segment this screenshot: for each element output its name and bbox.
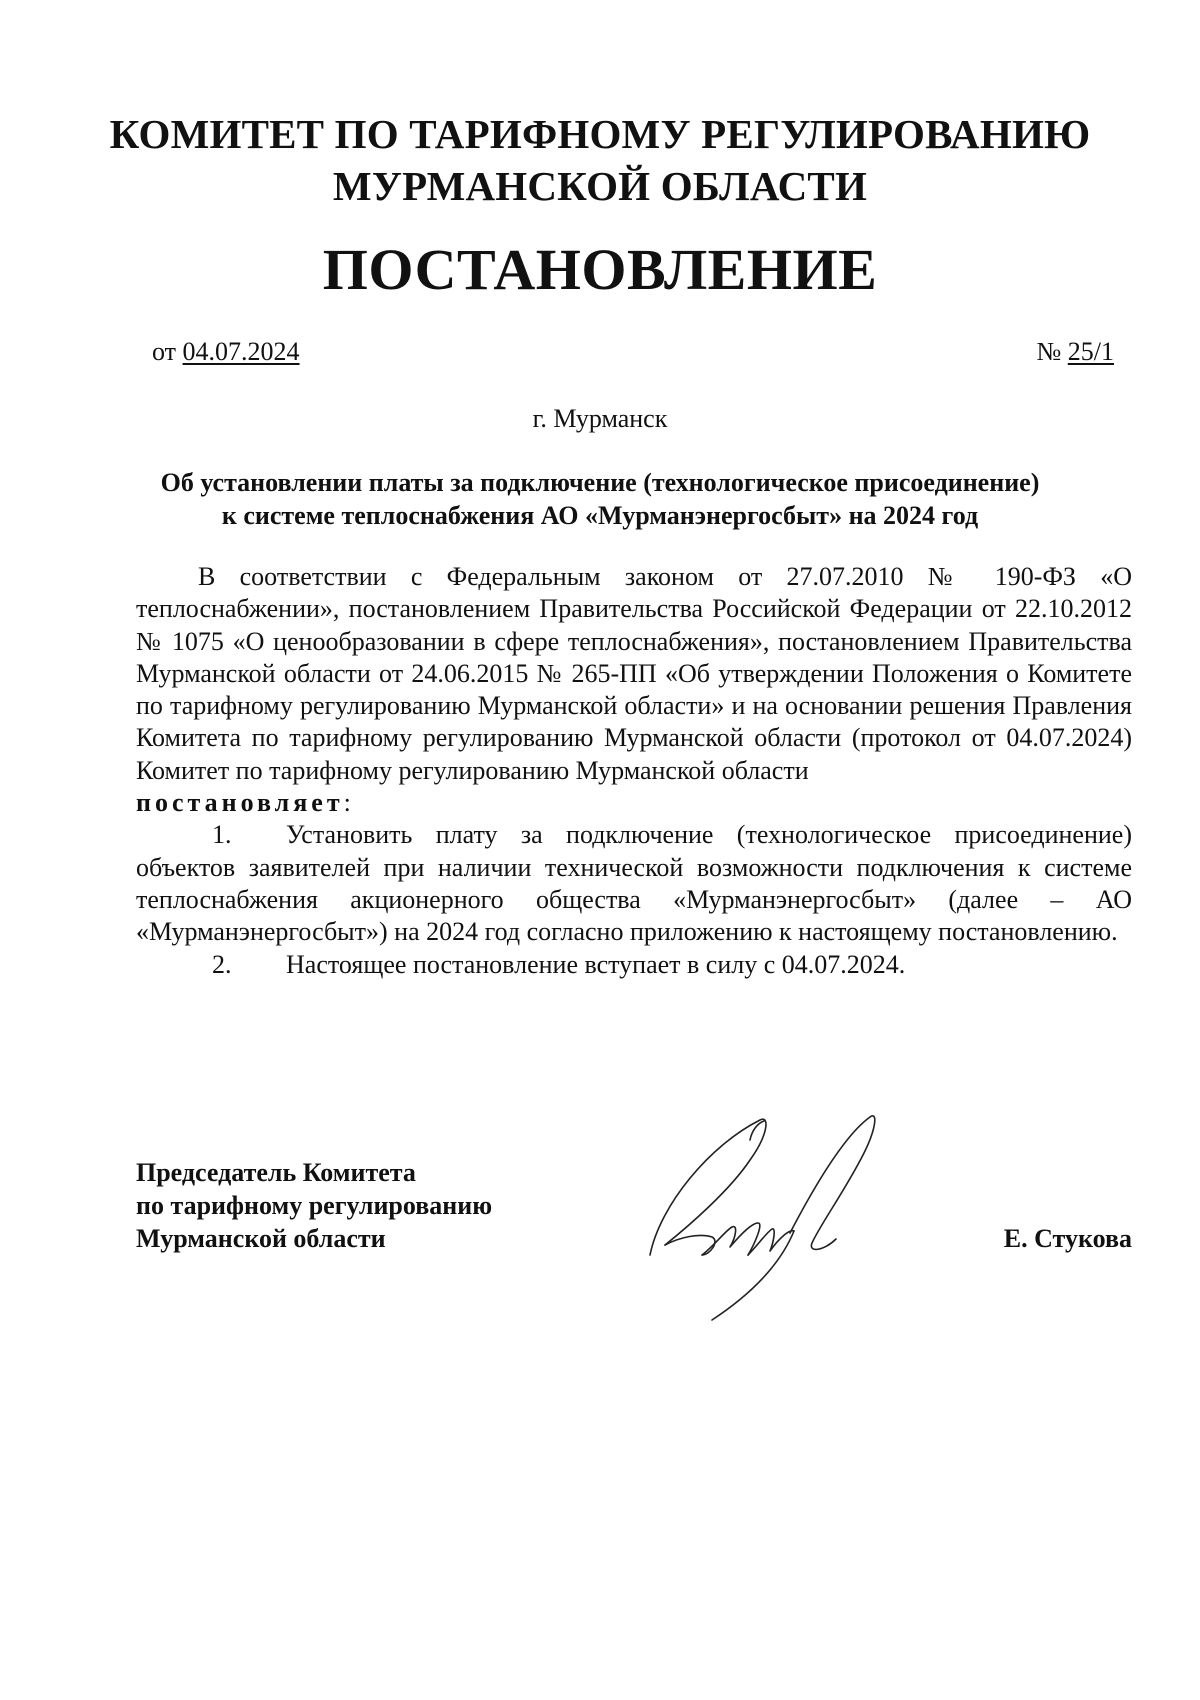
preamble-text: В соответствии с Федеральным законом от 27.07.2010 № 190-ФЗ «О теплоснабжении», постановлением Правительства Российской Федерации от 22.10.2012 № 1075 «О ценообразовании в сфере теплоснабжения», постановлением Правительства Мурманской области от 24.06.2015 № 265-ПП «Об утверждении Положения о Комитете по тарифному регулированию Мурманской области» и на основании решения Правления Комитета по тарифному регулированию Мурманской области (протокол от 04.07.2024) Комитет по тарифному регулированию Мурманской области xyxy=(136,562,1132,785)
item-1-text: Установить плату за подключение (технологическое присоединение) объектов заявителей при наличии технической возможности подключения к системе теплоснабжения акционерного общества «Мурманэнергосбыт» (далее – АО «Мурманэнергосбыт») на 2024 год согласно приложению к настоящему постановлению. xyxy=(136,820,1132,947)
resolves-line xyxy=(136,787,1132,819)
signer-position-line-3: Мурманской области xyxy=(136,1224,386,1253)
signer-position-line-1: Председатель Комитета xyxy=(136,1158,416,1187)
document-number xyxy=(1036,336,1114,368)
number-value: 25/1 xyxy=(1067,337,1114,366)
body-item-2 xyxy=(136,949,1132,981)
item-2-number: 2. xyxy=(212,949,232,979)
organization-title-line-1: КОМИТЕТ ПО ТАРИФНОМУ РЕГУЛИРОВАНИЮ xyxy=(109,111,1091,157)
body-item-1 xyxy=(136,819,1132,948)
item-2-text: Настоящее постановление вступает в силу с 04.07.2024. xyxy=(286,949,906,979)
signer-position-line-2: по тарифному регулированию xyxy=(136,1191,493,1220)
organization-title xyxy=(0,108,1200,212)
document-body xyxy=(136,561,1132,981)
signer-name: Е. Стукова xyxy=(1003,1224,1132,1253)
number-prefix: № xyxy=(1036,337,1068,366)
subject-line-2: к системе теплоснабжения АО «Мурманэнергосбыт» на 2024 год xyxy=(221,501,979,530)
document-city: г. Мурманск xyxy=(532,404,668,433)
date-prefix: от xyxy=(152,337,183,366)
handwritten-signature xyxy=(640,1105,900,1325)
body-preamble xyxy=(136,561,1132,787)
document-date xyxy=(152,336,300,368)
document-subject xyxy=(120,466,1080,532)
resolves-colon: : xyxy=(343,788,351,818)
resolves-word: постановляет xyxy=(136,788,344,818)
organization-title-line-2: МУРМАНСКОЙ ОБЛАСТИ xyxy=(332,163,868,209)
document-type-heading: ПОСТАНОВЛЕНИЕ xyxy=(322,237,878,302)
date-value: 04.07.2024 xyxy=(182,337,300,366)
item-1-number: 1. xyxy=(212,820,232,850)
signer-position xyxy=(136,1156,492,1255)
subject-line-1: Об установлении платы за подключение (технологическое присоединение) xyxy=(160,468,1040,497)
